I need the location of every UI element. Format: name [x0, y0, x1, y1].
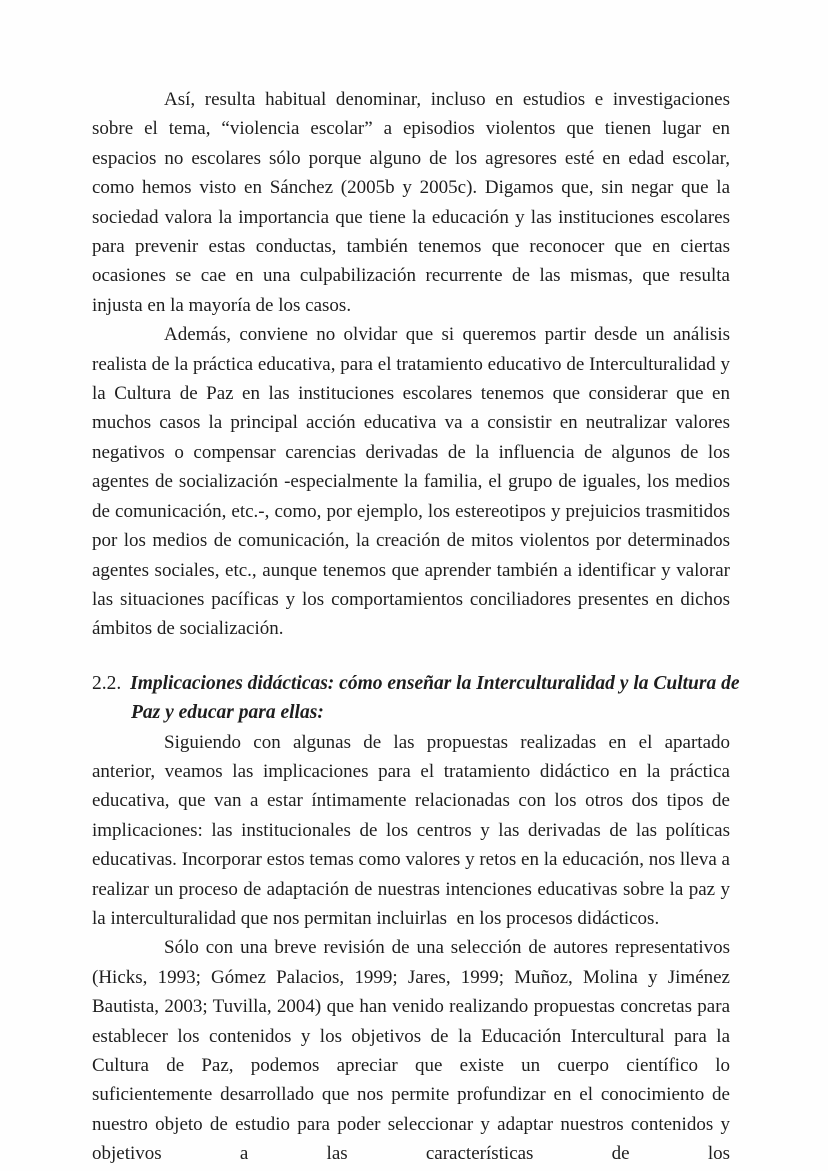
paragraph: Además, conviene no olvidar que si queremos partir desde un análisis realista de la práctica educativa, para el tratamiento educativo de Interculturalidad y la Cultura de Paz en las instituciones escolares tenemos que considerar que en muchos casos la principal acción educativa va a consistir en neutralizar valores negativos o compensar carencias derivadas de la influencia de algunos de los agentes de socialización -especialmente la familia, el grupo de iguales, los medios de comunicación, etc.-, como, por ejemplo, los estereotipos y prejuicios trasmitidos por los medios de comunicación, la creación de mitos violentos por determinados agentes sociales, etc., aunque tenemos que aprender también a identificar y valorar las situaciones pacíficas y los comportamientos conciliadores presentes en dichos ámbitos de socialización. [92, 324, 735, 640]
paragraph: Sólo con una breve revisión de una selección de autores representativos (Hicks, 1993; Gómez Palacios, 1999; Jares, 1999; Muñoz, Molina y Jiménez Bautista, 2003; Tuvilla, 2004) que han venido realizando propuestas concretas para establecer los contenidos y los objetivos de la Educación Intercultural para la Cultura de Paz, podemos apreciar que existe un cuerpo científico lo suficientemente desarrollado que nos permite profundizar en el conocimiento de nuestro objeto de estudio para poder seleccionar y adaptar nuestros contenidos y objetivos a las características de los [92, 937, 735, 1165]
section-number: 2.2. [92, 672, 122, 694]
section-heading [92, 669, 748, 728]
paragraph: Siguiendo con algunas de las propuestas realizadas en el apartado anterior, veamos las implicaciones para el tratamiento didáctico en la práctica educativa, que van a estar íntimamente relacionadas con los otros dos tipos de implicaciones: las institucionales de los centros y las derivadas de las políticas educativas. Incorporar estos temas como valores y retos en la educación, nos lleva a realizar un proceso de adaptación de nuestras intenciones educativas sobre la paz y la interculturalidad que nos permitan incluirlas en los procesos didácticos. [92, 731, 735, 929]
page-text-block [92, 85, 740, 1169]
paragraph: Así, resulta habitual denominar, incluso en estudios e investigaciones sobre el tema, “violencia escolar” a episodios violentos que tienen lugar en espacios no escolares sólo porque alguno de los agresores esté en edad escolar, como hemos visto en Sánchez (2005b y 2005c). Digamos que, sin negar que la sociedad valora la importancia que tiene la educación y las instituciones escolares para prevenir estas conductas, también tenemos que reconocer que en ciertas ocasiones se cae en una culpabilización recurrente de las mismas, que resulta injusta en la mayoría de los casos. [92, 89, 735, 316]
section-title: Implicaciones didácticas: cómo enseñar la Interculturalidad y la Cultura de Paz y educar para ellas: [130, 672, 740, 724]
